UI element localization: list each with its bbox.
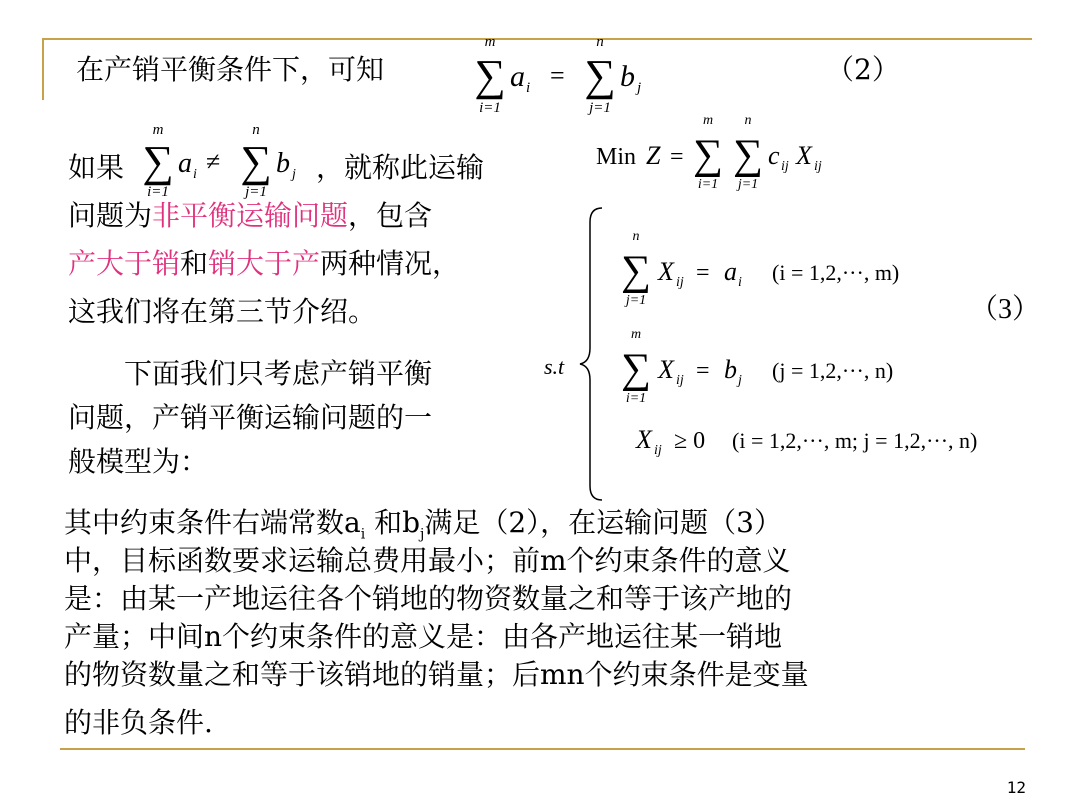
- subscript-j: j: [420, 526, 425, 543]
- svg-text:j: j: [738, 373, 742, 388]
- term-supply-exceeds: 产大于销: [68, 247, 181, 280]
- constraint-3-range: (i = 1,2,···, m; j = 1,2,···, n): [732, 428, 978, 453]
- intro-line-2-a: 问题为: [68, 199, 153, 232]
- svg-text:n: n: [252, 122, 260, 138]
- constraint-2-range: (j = 1,2,···, n): [772, 358, 894, 383]
- equation-number-3: （3）: [970, 294, 1041, 325]
- intro-line-2: [68, 198, 432, 234]
- equation-number-2: （2）: [826, 53, 900, 86]
- svg-text:≥ 0: ≥ 0: [674, 428, 706, 454]
- explanation-line-1-a: 其中约束条件右端常数a: [64, 506, 361, 539]
- svg-text:X: X: [658, 355, 674, 384]
- svg-text:ij: ij: [654, 443, 662, 458]
- explanation-line-4: 产量；中间n个约束条件的意义是：由各产地运往某一销地: [64, 620, 783, 653]
- svg-text:a: a: [178, 148, 192, 179]
- svg-text:j: j: [292, 167, 296, 182]
- svg-text:ij: ij: [676, 373, 684, 388]
- intro-line-7: 般模型为：: [68, 445, 209, 478]
- imbalance-inequality: [136, 120, 318, 202]
- svg-text:∑: ∑: [240, 137, 272, 186]
- svg-text:m: m: [152, 122, 164, 138]
- svg-text:∑: ∑: [142, 137, 174, 186]
- balance-statement: 在产销平衡条件下，可知: [76, 53, 385, 86]
- svg-text:b: b: [276, 148, 290, 179]
- svg-text:∑: ∑: [621, 248, 651, 294]
- explanation-line-1-b: 和b: [365, 506, 421, 539]
- intro-line-2-b: ，包含: [348, 199, 433, 232]
- svg-text:i=1: i=1: [697, 177, 719, 192]
- intro-line-6: 问题，产销平衡运输问题的一: [68, 401, 433, 434]
- svg-text:n: n: [596, 34, 604, 50]
- svg-text:X: X: [796, 141, 812, 170]
- svg-text:j=1: j=1: [625, 293, 647, 308]
- intro-line-4: 这我们将在第三节介绍。: [68, 295, 377, 328]
- svg-text:ij: ij: [781, 159, 789, 174]
- explanation-line-3: 是：由某一产地运往各个销地的物资数量之和等于该产地的: [64, 582, 793, 615]
- svg-text:j=1: j=1: [245, 184, 267, 200]
- svg-text:i: i: [526, 80, 531, 96]
- st-label: s.t: [544, 354, 565, 379]
- svg-text:c: c: [768, 141, 780, 170]
- svg-text:=: =: [696, 260, 710, 286]
- svg-text:i=1: i=1: [625, 391, 647, 406]
- svg-text:m: m: [702, 113, 714, 128]
- svg-text:∑: ∑: [474, 51, 506, 100]
- svg-text:=: =: [696, 358, 710, 384]
- svg-text:X: X: [636, 425, 652, 454]
- svg-text:i=1: i=1: [147, 184, 169, 200]
- explanation-line-5: 的物资数量之和等于该销地的销量；后mn个约束条件是变量: [64, 658, 809, 691]
- intro-line-1-prefix: 如果: [68, 151, 125, 184]
- intro-line-3-b: 两种情况，: [320, 247, 461, 280]
- svg-text:i: i: [193, 167, 197, 182]
- svg-text:X: X: [658, 257, 674, 286]
- svg-text:=: =: [670, 144, 684, 170]
- svg-text:m: m: [630, 327, 642, 342]
- svg-text:m: m: [484, 34, 496, 50]
- intro-line-1-suffix: ，就称此运输: [316, 151, 485, 184]
- intro-line-3: [68, 246, 460, 282]
- subscript-i: i: [360, 526, 366, 543]
- svg-text:∑: ∑: [584, 51, 616, 100]
- svg-text:≠: ≠: [206, 147, 221, 176]
- svg-text:b: b: [724, 355, 737, 384]
- svg-text:j: j: [637, 80, 642, 96]
- explanation-line-1-c: 满足（2），在运输问题（3）: [424, 506, 782, 539]
- svg-text:ij: ij: [676, 275, 684, 290]
- svg-text:ij: ij: [814, 159, 822, 174]
- svg-text:n: n: [632, 229, 640, 244]
- svg-text:a: a: [724, 257, 737, 286]
- page-number: 12: [1006, 778, 1026, 797]
- term-non-balanced: 非平衡运输问题: [152, 199, 349, 232]
- svg-text:i=1: i=1: [479, 100, 501, 116]
- transport-model: [540, 112, 1080, 502]
- svg-text:i: i: [738, 275, 742, 290]
- svg-text:j=1: j=1: [737, 177, 759, 192]
- term-demand-exceeds: 销大于产: [208, 247, 321, 280]
- constraint-1-range: (i = 1,2,···, m): [772, 260, 900, 285]
- balance-equation: [470, 32, 690, 120]
- svg-text:n: n: [744, 113, 752, 128]
- explanation-line-6: 的非负条件.: [64, 706, 213, 739]
- bottom-rule: [60, 748, 1025, 750]
- svg-text:j=1: j=1: [589, 100, 611, 116]
- svg-text:a: a: [510, 60, 525, 93]
- intro-line-5: 下面我们只考虑产销平衡: [124, 357, 433, 390]
- svg-text:∑: ∑: [733, 132, 763, 178]
- objective-min: Min: [596, 144, 637, 170]
- svg-text:b: b: [620, 60, 635, 93]
- svg-text:∑: ∑: [621, 346, 651, 392]
- intro-line-3-a: 和: [180, 247, 209, 280]
- svg-text:=: =: [550, 61, 565, 90]
- svg-text:∑: ∑: [693, 132, 723, 178]
- explanation-line-2: 中，目标函数要求运输总费用最小；前m个约束条件的意义: [64, 544, 791, 577]
- objective-var: Z: [646, 141, 661, 170]
- left-rule: [42, 38, 44, 100]
